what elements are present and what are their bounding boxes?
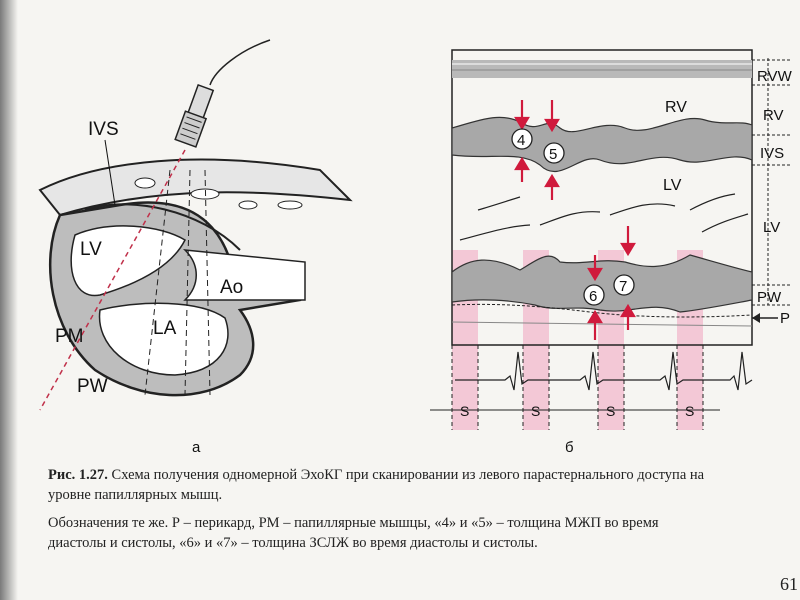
svg-text:5: 5 <box>549 146 558 163</box>
marker-4 <box>512 129 532 149</box>
caption-title-text: Схема получения одномерной ЭхоКГ при сканировании из левого парастернального доступа на <box>111 467 705 483</box>
inner-label-lv: LV <box>663 177 682 194</box>
right-scale <box>752 58 790 305</box>
page-number: 61 <box>780 574 798 594</box>
marker-6 <box>584 285 604 305</box>
systole-label-3: S <box>606 403 616 419</box>
systole-label-2: S <box>531 403 541 419</box>
label-pw: PW <box>77 376 108 397</box>
panel-b-label: б <box>565 439 574 456</box>
chest-wall <box>40 160 350 215</box>
caption-notes-line-2: диастолы и систолы, «6» и «7» – толщина ЗСЛЖ во время диастолы и систолы. <box>48 535 538 551</box>
aorta <box>185 250 305 300</box>
svg-text:7: 7 <box>619 278 628 295</box>
scale-label-rv: RV <box>763 107 784 124</box>
panel-a-label: а <box>192 439 201 456</box>
caption-title-line-1 <box>48 466 800 485</box>
systole-label-4: S <box>685 403 695 419</box>
caption-figure-number: Рис. 1.27. <box>48 467 108 483</box>
scale-label-ivs: IVS <box>760 145 785 162</box>
transducer-probe <box>175 84 216 147</box>
scale-label-p: P <box>780 310 791 327</box>
inner-label-rv: RV <box>665 99 687 116</box>
lv-echo-lines <box>460 194 748 240</box>
svg-text:4: 4 <box>517 132 526 149</box>
label-la: LA <box>153 318 177 339</box>
transducer-cable <box>210 40 270 85</box>
panel-b-m-mode <box>430 50 793 456</box>
label-lv: LV <box>80 239 102 260</box>
rvw-band <box>452 60 752 78</box>
caption-notes-line-1: Обозначения те же. Р – перикард, РМ – папиллярные мышцы, «4» и «5» – толщина МЖП во время <box>48 515 659 531</box>
scale-label-lv: LV <box>763 219 781 236</box>
marker-7 <box>614 275 634 295</box>
pw-band <box>452 255 752 312</box>
ivs-band <box>452 117 752 171</box>
scale-label-rvw: RVW <box>757 68 792 85</box>
systole-label-1: S <box>460 403 470 419</box>
label-ivs: IVS <box>88 119 119 140</box>
svg-text:6: 6 <box>589 288 598 305</box>
panel-a-heart-schematic <box>40 40 350 456</box>
caption-title-line-2: уровне папиллярных мышц. <box>48 487 223 503</box>
label-ao: Ao <box>220 277 244 298</box>
scale-label-pw: PW <box>757 289 782 306</box>
marker-5 <box>544 143 564 163</box>
label-pm: PM <box>55 326 84 347</box>
